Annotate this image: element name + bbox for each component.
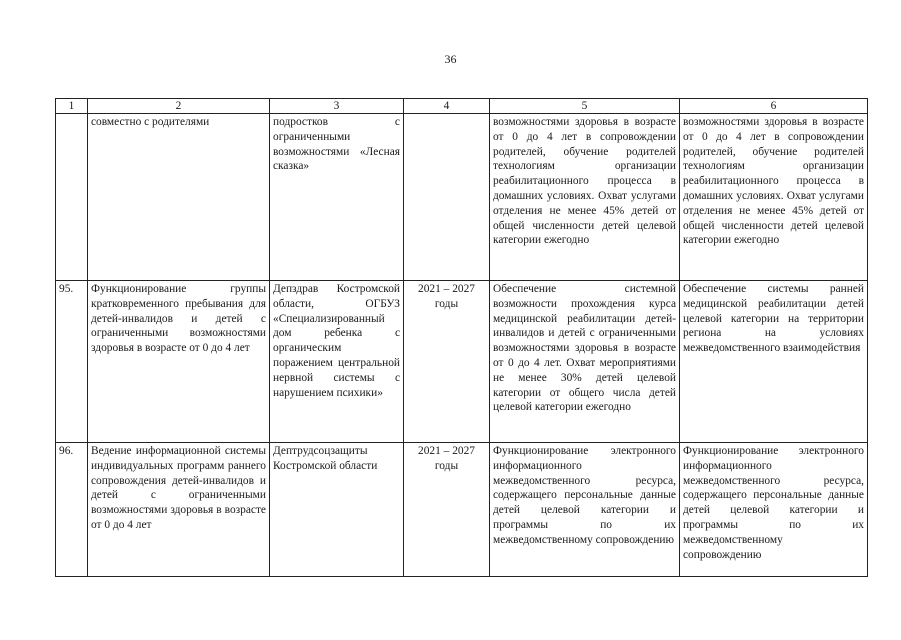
executor-cell: подростков с ограниченными возможностями «Лесная сказка» — [270, 114, 404, 281]
page-number: 36 — [444, 52, 457, 66]
table-row — [56, 114, 868, 281]
executor-cell: Дептрудсоцзащиты Костромской области — [270, 443, 404, 577]
measures-table — [55, 98, 868, 577]
measure-cell: совместно с родителями — [88, 114, 270, 281]
measure-cell: Функционирование группы кратковременного пребывания для детей-инвалидов и детей с ограниченными возможностями здоровья в возрасте от 0 до 4 лет — [88, 281, 270, 443]
result-cell: Функционирование электронного информационного межведомственного ресурса, содержащего персональные данные детей целевой категории и программы по их межведомственному сопровождению — [490, 443, 680, 577]
column-header: 5 — [490, 99, 680, 114]
row-number — [56, 114, 88, 281]
row-number: 96. — [56, 443, 88, 577]
column-header: 4 — [404, 99, 490, 114]
table-header-row — [56, 99, 868, 114]
period-cell: 2021 – 2027 годы — [404, 281, 490, 443]
effect-cell: Обеспечение системы ранней медицинской реабилитации детей целевой категории на территории региона на условиях межведомственного взаимодействия — [680, 281, 868, 443]
result-cell: Обеспечение системной возможности прохождения курса медицинской реабилитации детей-инвалидов и детей с ограниченными возможностями здоровья в возрасте от 0 до 4 лет. Охват мероприятиями не менее 30% детей целевой категории от общего числа детей целевой категории ежегодно — [490, 281, 680, 443]
column-header: 2 — [88, 99, 270, 114]
row-number: 95. — [56, 281, 88, 443]
measure-cell: Ведение информационной системы индивидуальных программ раннего сопровождения детей-инвалидов и детей с ограниченными возможностями здоровья в возрасте от 0 до 4 лет — [88, 443, 270, 577]
period-cell: 2021 – 2027 годы — [404, 443, 490, 577]
column-header: 6 — [680, 99, 868, 114]
period-cell — [404, 114, 490, 281]
effect-cell: Функционирование электронного информационного межведомственного ресурса, содержащего персональные данные детей целевой категории и программы по их межведомственному сопровождению — [680, 443, 868, 577]
table-row — [56, 443, 868, 577]
column-header: 1 — [56, 99, 88, 114]
executor-cell: Депздрав Костромской области, ОГБУЗ «Специализированный дом ребенка с органическим поражением центральной нервной системы с нарушением психики» — [270, 281, 404, 443]
effect-cell: возможностями здоровья в возрасте от 0 до 4 лет в сопровождении родителей, обучение родителей технологиям организации реабилитационного процесса в домашних условиях. Охват услугами отделения не менее 45% детей от общей численности детей целевой категории ежегодно — [680, 114, 868, 281]
table-row — [56, 281, 868, 443]
result-cell: возможностями здоровья в возрасте от 0 до 4 лет в сопровождении родителей, обучение родителей технологиям организации реабилитационного процесса в домашних условиях. Охват услугами отделения не менее 45% детей от общей численности детей целевой категории ежегодно — [490, 114, 680, 281]
column-header: 3 — [270, 99, 404, 114]
